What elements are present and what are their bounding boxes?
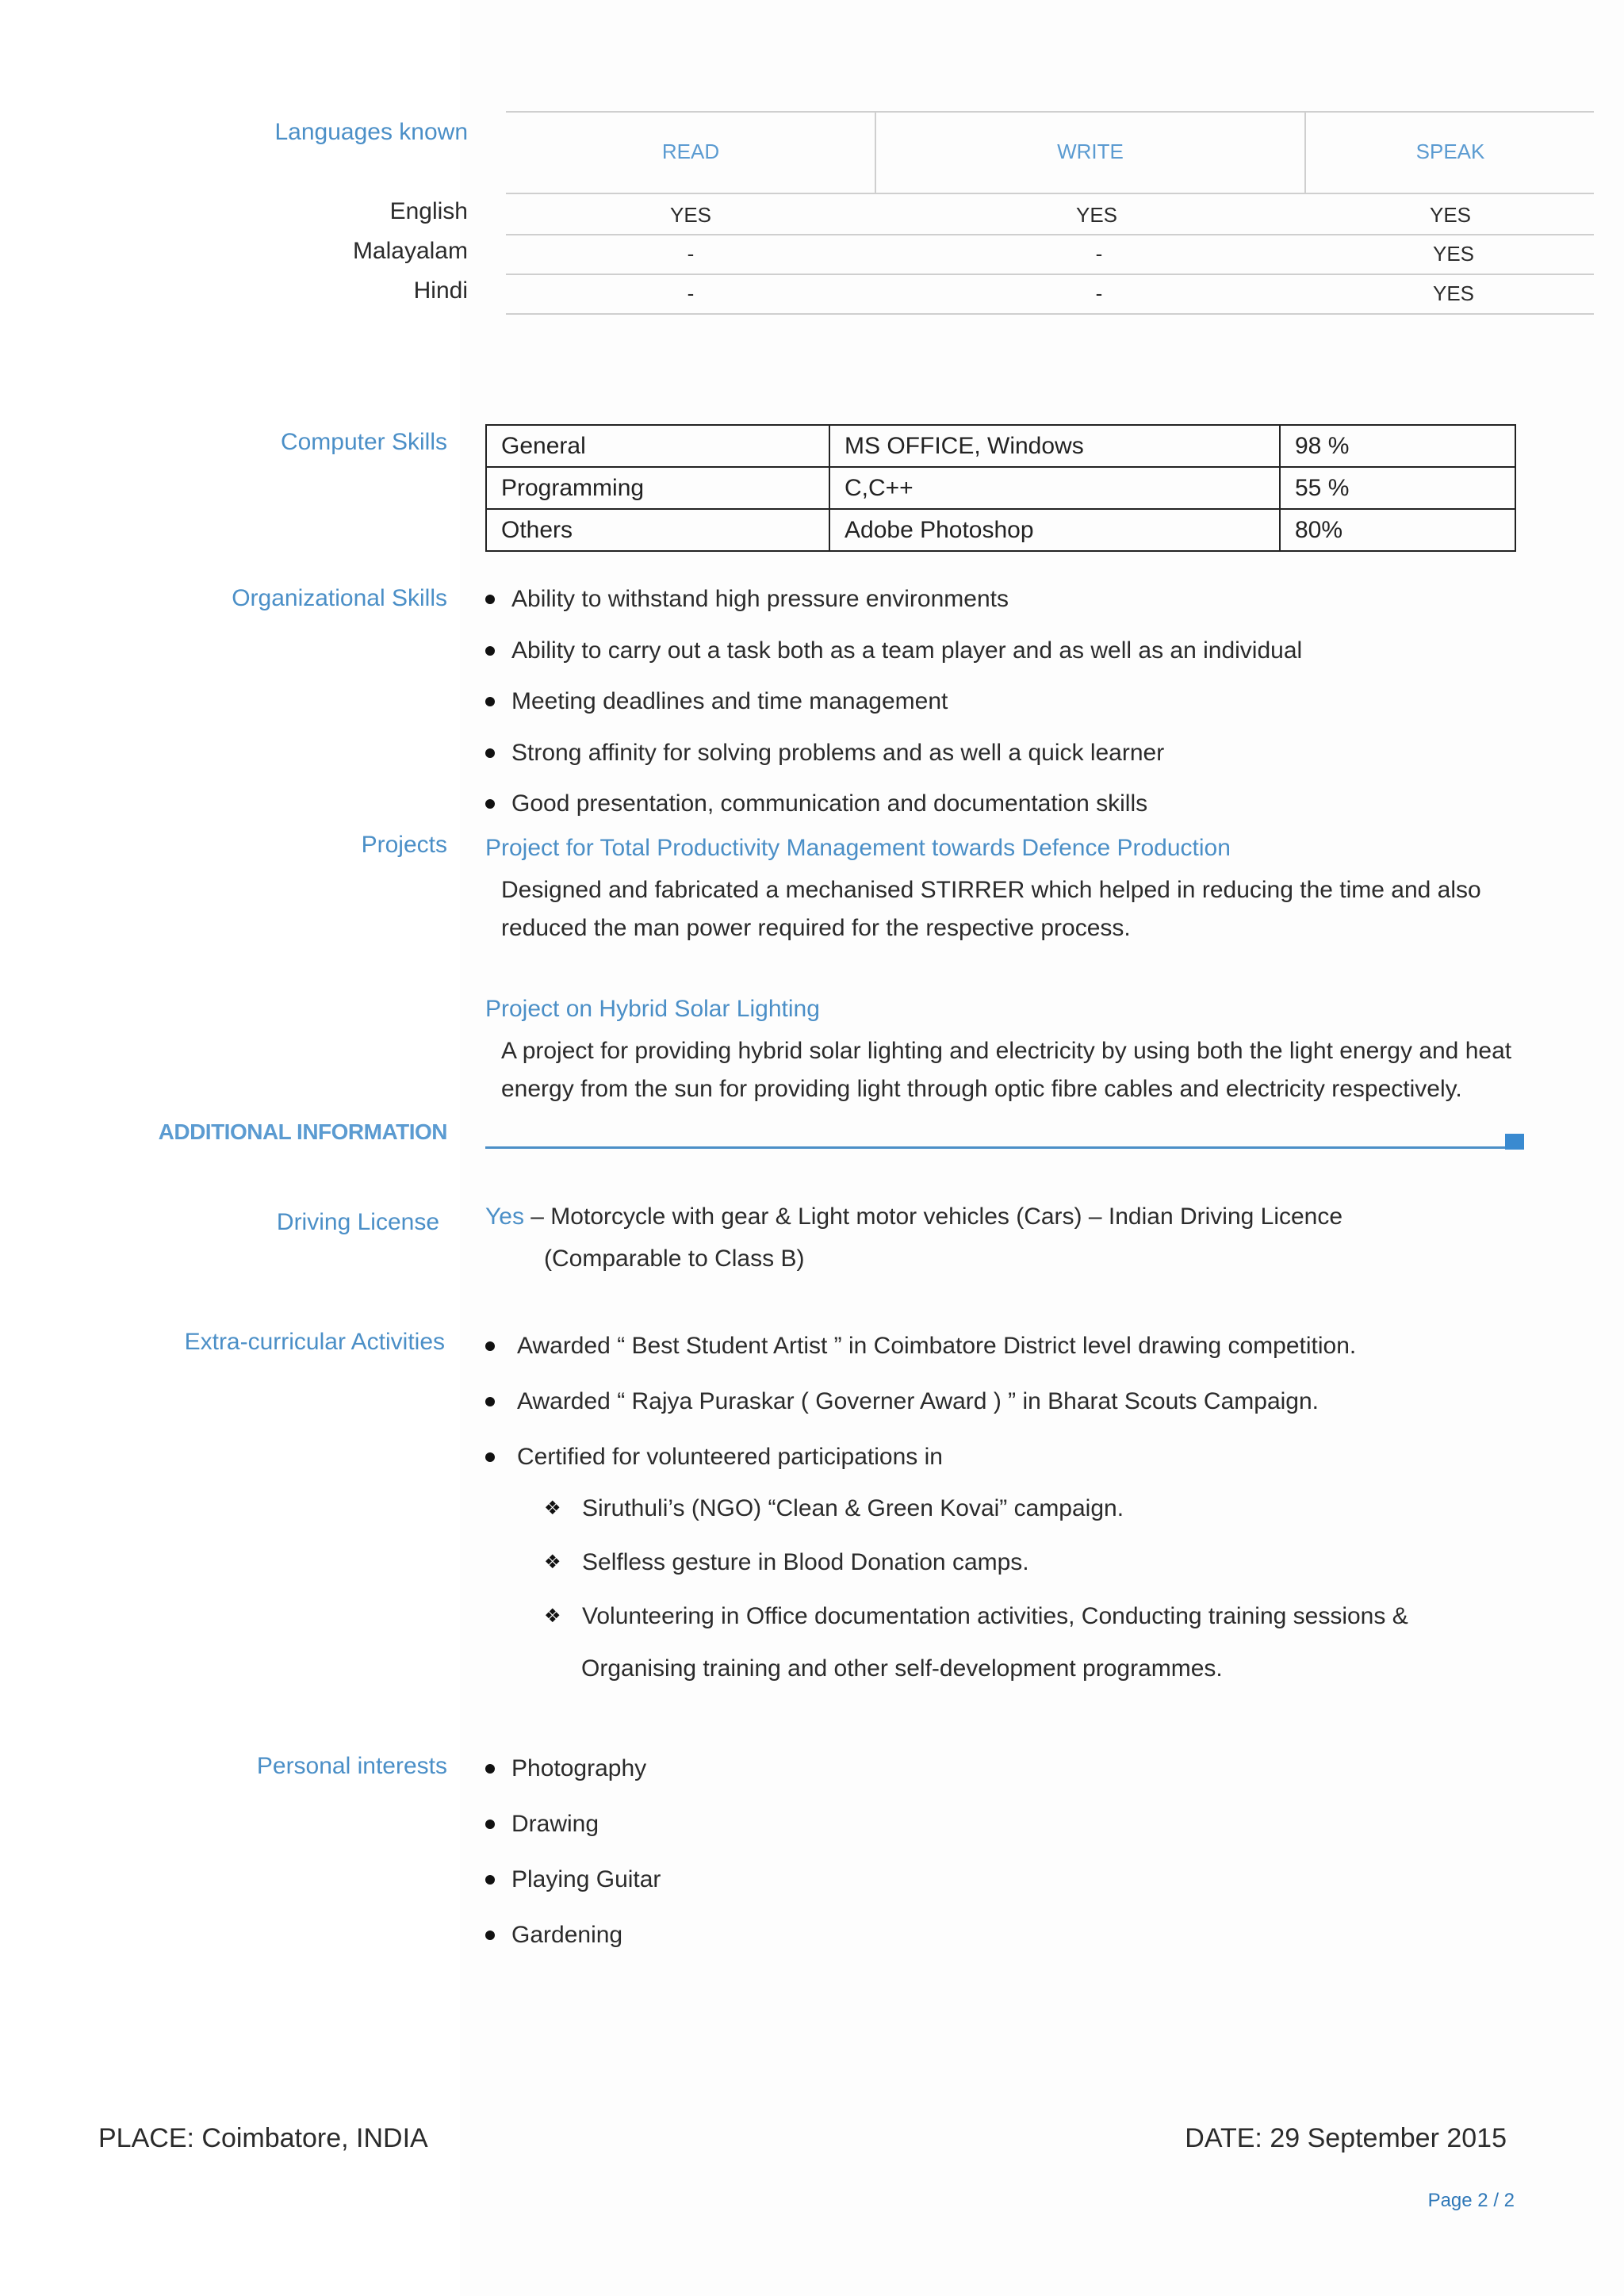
personal-interests-list (485, 1750, 661, 1972)
bullet-icon (485, 595, 495, 604)
project-description: Designed and fabricated a mechanised STIRRER which helped in reducing the time and also (501, 877, 1481, 903)
list-item-text: Photography (511, 1755, 647, 1781)
driving-license-line (485, 1203, 1342, 1230)
language-speak: YES (1432, 242, 1475, 266)
skill-tools: C,C++ (829, 467, 1280, 509)
list-item-text: Good presentation, communication and documentation skills (511, 790, 1148, 817)
list-item (485, 1805, 661, 1861)
additional-information-heading: ADDITIONAL INFORMATION (158, 1119, 447, 1144)
extracurricular-section-label: Extra-curricular Activities (184, 1329, 445, 1355)
bullet-icon (485, 1397, 495, 1406)
list-item (544, 1491, 1408, 1545)
list-item (485, 1916, 661, 1972)
divider-marker (1505, 1134, 1524, 1150)
section-divider (485, 1146, 1507, 1149)
language-speak: YES (1429, 203, 1472, 227)
table-row (486, 509, 1515, 551)
skill-tools: Adobe Photoshop (829, 509, 1280, 551)
language-name: English (389, 198, 468, 224)
organizational-skills-section-label: Organizational Skills (232, 585, 447, 611)
list-item-text: Volunteering in Office documentation activities, Conducting training sessions & (582, 1603, 1408, 1629)
skill-tools: MS OFFICE, Windows (829, 425, 1280, 467)
list-item-text: Gardening (511, 1922, 623, 1948)
list-item (485, 1327, 1356, 1383)
languages-table-top-rule (506, 111, 1594, 113)
extracurricular-list (485, 1327, 1356, 1494)
list-item-text: Selfless gesture in Blood Donation camps. (582, 1549, 1029, 1575)
bullet-icon (485, 1764, 495, 1774)
bullet-icon (485, 697, 495, 706)
skill-category: Programming (486, 467, 829, 509)
languages-header-read: READ (661, 140, 720, 163)
list-item-text: Ability to withstand high pressure environments (511, 586, 1009, 612)
diamond-bullet-icon: ❖ (544, 1605, 561, 1627)
driving-license-details: – Motorcycle with gear & Light motor vehicles (Cars) – Indian Driving Licence (523, 1203, 1343, 1230)
list-item (485, 785, 1302, 836)
list-item-text: Certified for volunteered participations in (517, 1444, 943, 1470)
bullet-icon (485, 646, 495, 656)
list-item-text: Awarded “ Best Student Artist ” in Coimbatore District level drawing competition. (517, 1333, 1357, 1359)
list-item (485, 580, 1302, 632)
list-item (544, 1545, 1408, 1599)
list-item (485, 1861, 661, 1916)
bullet-icon (485, 1820, 495, 1829)
computer-skills-table (485, 424, 1516, 552)
project-title: Project on Hybrid Solar Lighting (485, 996, 820, 1022)
date-text: DATE: 29 September 2015 (1185, 2123, 1507, 2153)
place-text: PLACE: Coimbatore, INDIA (98, 2123, 428, 2153)
languages-row-rule (506, 234, 1594, 235)
personal-interests-section-label: Personal interests (256, 1753, 447, 1779)
language-write: - (1095, 242, 1103, 266)
skill-category: General (486, 425, 829, 467)
list-item-text: Strong affinity for solving problems and as well a quick learner (511, 739, 1165, 766)
language-name: Malayalam (352, 238, 468, 264)
languages-row-rule (506, 313, 1594, 315)
diamond-bullet-icon: ❖ (544, 1552, 561, 1573)
table-row (486, 425, 1515, 467)
diamond-bullet-icon: ❖ (544, 1498, 561, 1519)
project-description: reduced the man power required for the respective process. (501, 915, 1131, 941)
list-item-text: Siruthuli’s (NGO) “Clean & Green Kovai” campaign. (582, 1495, 1124, 1521)
organizational-skills-list (485, 580, 1302, 836)
project-description: A project for providing hybrid solar lighting and electricity by using both the light energy and heat (501, 1038, 1512, 1064)
bullet-icon (485, 1452, 495, 1462)
list-item-text: Drawing (511, 1811, 599, 1837)
list-item (485, 1750, 661, 1805)
list-item (485, 683, 1302, 734)
page-number: Page 2 / 2 (1427, 2190, 1515, 2211)
driving-license-details-continued: (Comparable to Class B) (544, 1246, 805, 1272)
list-item (544, 1599, 1408, 1653)
projects-section-label: Projects (361, 832, 447, 858)
skill-level: 98 % (1280, 425, 1515, 467)
languages-table-header-rule (506, 193, 1594, 194)
left-column-background (0, 0, 460, 2296)
languages-header-write: WRITE (1057, 140, 1124, 163)
language-speak: YES (1432, 281, 1475, 305)
list-item (485, 632, 1302, 683)
language-read: - (687, 242, 695, 266)
bullet-icon (485, 1341, 495, 1351)
list-item (485, 734, 1302, 786)
table-row (486, 467, 1515, 509)
driving-license-section-label: Driving License (276, 1209, 439, 1235)
language-write: YES (1075, 203, 1118, 227)
languages-header-speak: SPEAK (1415, 140, 1485, 163)
skill-level: 80% (1280, 509, 1515, 551)
language-read: - (687, 281, 695, 305)
language-read: YES (669, 203, 712, 227)
extracurricular-sub-continuation: Organising training and other self-development programmes. (581, 1655, 1223, 1682)
list-item (485, 1383, 1356, 1438)
project-title: Project for Total Productivity Management towards Defence Production (485, 835, 1231, 861)
driving-license-answer: Yes (485, 1203, 524, 1230)
languages-section-label: Languages known (274, 119, 468, 145)
language-write: - (1095, 281, 1103, 305)
list-item-text: Playing Guitar (511, 1866, 661, 1892)
languages-row-rule (506, 274, 1594, 275)
skill-level: 55 % (1280, 467, 1515, 509)
list-item (485, 1438, 1356, 1494)
list-item-text: Meeting deadlines and time management (511, 688, 948, 714)
list-item-text: Awarded “ Rajya Puraskar ( Governer Award ) ” in Bharat Scouts Campaign. (517, 1388, 1320, 1414)
project-description: energy from the sun for providing light through optic fibre cables and electricity respectively. (501, 1076, 1462, 1102)
computer-skills-section-label: Computer Skills (280, 429, 447, 455)
bullet-icon (485, 1875, 495, 1885)
extracurricular-sublist (544, 1491, 1408, 1653)
list-item-text: Ability to carry out a task both as a team player and as well as an individual (511, 637, 1303, 664)
bullet-icon (485, 1931, 495, 1940)
bullet-icon (485, 748, 495, 758)
bullet-icon (485, 799, 495, 809)
skill-category: Others (486, 509, 829, 551)
language-name: Hindi (413, 277, 468, 304)
